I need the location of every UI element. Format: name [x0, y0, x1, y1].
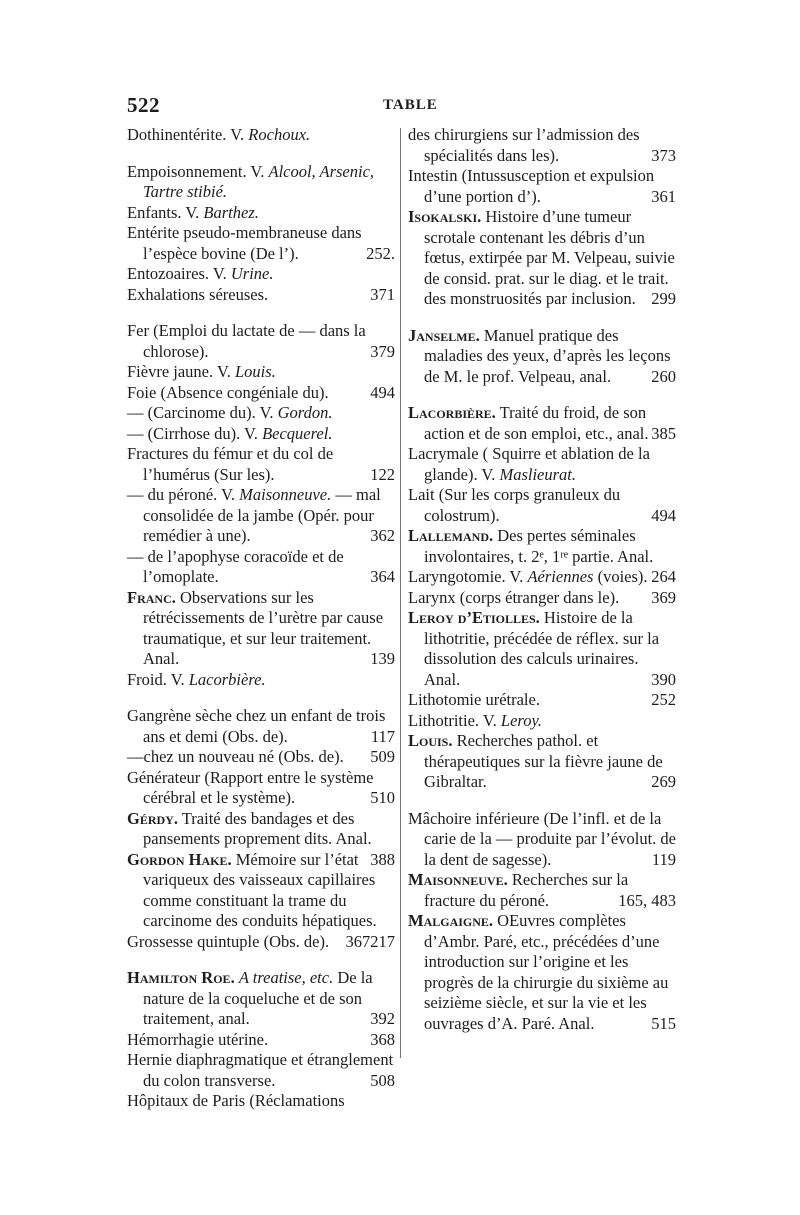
index-entry: Lithotomie urétrale. 252 [408, 690, 676, 709]
index-entry: Laryngotomie. V. Aériennes (voies). [408, 567, 648, 586]
index-entry: Générateur (Rapport entre le système cérébral et le système). 510 [127, 767, 395, 807]
index-entry: Hernie diaphragmatique et étranglement du colon transverse. 508 [127, 1050, 395, 1090]
index-entry: Exhalations séreuses. 371 [127, 284, 395, 304]
index-entry: Hamilton Roe. A treatise, etc. De la nature de la coqueluche et de son traitement, anal. 392 [127, 968, 395, 1028]
index-entry: Grossesse quintuple (Obs. de). 367 [127, 931, 371, 951]
index-entry: Larynx (corps étranger dans le). 369 [408, 587, 676, 607]
index-entry: — (Carcinome du). V. Gordon. [127, 403, 333, 422]
column-divider [400, 128, 401, 1058]
index-entry: Intestin (Intussusception et expulsion d’une portion d’). 361 [408, 166, 676, 206]
index-entry: Malgaigne. OEuvres complètes d’Ambr. Paré, etc., précédées d’une introduction sur l’origine et les progrès de la chirurgie du sixième au seizième siècle, et sur la vie et les ouvrages d’A. Paré. Anal. 515 [408, 911, 676, 1033]
index-entry: Foie (Absence congéniale du). 494 [127, 382, 395, 402]
index-entry: Gangrène sèche chez un enfant de trois ans et demi (Obs. de). 117 [127, 706, 395, 746]
index-entry: Froid. V. Lacorbière. [127, 669, 266, 689]
index-entry: Lacorbière. Traité du froid, de son action et de son emploi, etc., anal. 385 [408, 403, 676, 443]
index-entry: Maisonneuve. Recherches sur la fracture du péroné. 165, 483 [408, 870, 676, 910]
index-entry: Hémorrhagie utérine. 368 [127, 1029, 395, 1049]
index-entry: Lait (Sur les corps granuleux du colostrum). 494 [408, 485, 676, 525]
page-number: 522 [127, 93, 160, 117]
index-entry: Hôpitaux de Paris (Réclamations [127, 1091, 345, 1110]
running-head: TABLE [383, 97, 438, 113]
index-entry: Entérite pseudo-membraneuse dans l’espèce bovine (De l’). 252. [127, 223, 395, 263]
index-entry: Leroy d’Etiolles. Histoire de la lithotritie, précédée de réflex. sur la dissolution des calculs urinaires. Anal. 390 [408, 608, 676, 689]
index-entry: Dothinentérite. V. Rochoux. [127, 125, 311, 144]
index-column-left [127, 125, 395, 1112]
index-entry: — (Cirrhose du). V. Becquerel. [127, 423, 333, 443]
index-entry: —chez un nouveau né (Obs. de). 509 [127, 747, 395, 766]
index-entry: des chirurgiens sur l’admission des spécialités dans les). 373 [408, 125, 676, 165]
index-entry: Lithotritie. V. Leroy. [408, 710, 543, 730]
index-entry: Fièvre jaune. V. Louis. [127, 362, 276, 381]
index-entry: Fer (Emploi du lactate de — dans la chlorose). 379 [127, 321, 395, 361]
index-entry: Entozoaires. V. Urine. [127, 264, 274, 283]
index-entry: Franc. Observations sur les rétrécissements de l’urètre par cause traumatique, et sur leur traitement. Anal. 139 [127, 587, 395, 668]
index-entry: — du péroné. V. Maisonneuve. — mal consolidée de la jambe (Opér. pour remédier à une). 362 [127, 485, 395, 545]
index-entry: Gordon Hake. Mémoire sur l’état variqueux des vaisseaux capillaires comme constituant la trame du carcinome des conduits hépatiques. 217 [127, 849, 395, 951]
index-entry: Lacrymale ( Squirre et ablation de la glande). V. Maslieurat. [408, 444, 650, 484]
index-entry: Gérdy. Traité des bandages et des pansements proprement dits. Anal. 388 [127, 808, 395, 869]
index-entry: Janselme. Manuel pratique des maladies des yeux, d’après les leçons de M. le prof. Velpeau, anal. 260 [408, 325, 676, 386]
index-entry: Fractures du fémur et du col de l’humérus (Sur les). 122 [127, 444, 395, 484]
index-entry: Empoisonnement. V. Alcool, Arsenic, Tartre stibié. [127, 161, 375, 201]
index-entry: Lallemand. Des pertes séminales involontaires, t. 2ᵉ, 1ʳᵉ partie. Anal. 264 [408, 526, 676, 586]
index-column-right [408, 125, 676, 1034]
index-entry: Louis. Recherches pathol. et thérapeutiques sur la fièvre jaune de Gibraltar. 269 [408, 731, 676, 791]
index-entry: Mâchoire inférieure (De l’infl. et de la carie de la — produite par l’évolut. de la dent de sagesse). 119 [408, 808, 676, 869]
index-entry: Enfants. V. Barthez. [127, 202, 259, 222]
index-entry: Isokalski. Histoire d’une tumeur scrotale contenant les débris d’un fœtus, extirpée par M. Velpeau, suivie de consid. prat. sur le diag. et le trait. des monstruosités par inclusion. 299 [408, 207, 676, 308]
index-entry: — de l’apophyse coracoïde et de l’omoplate. 364 [127, 546, 395, 586]
